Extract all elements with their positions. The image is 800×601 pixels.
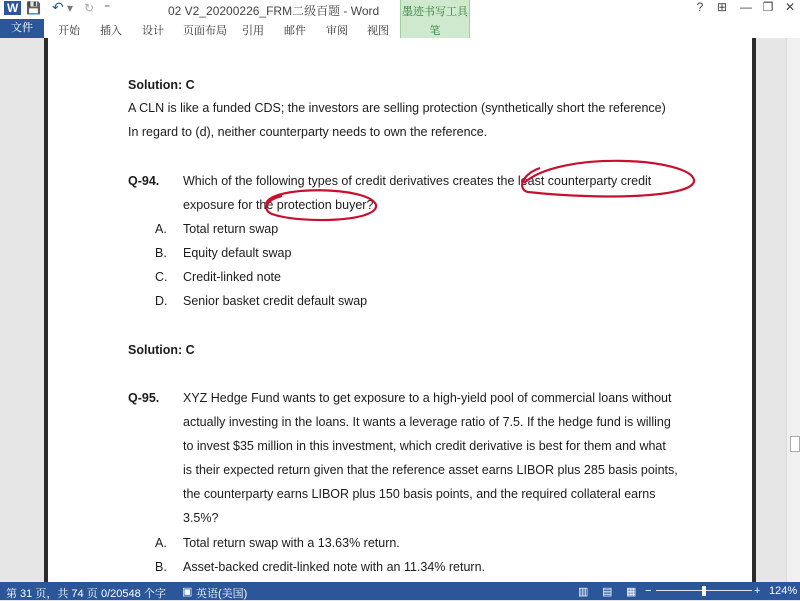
tab-review[interactable]: 审阅 bbox=[326, 25, 348, 37]
word-icon[interactable]: W bbox=[4, 1, 21, 15]
question-text: exposure for the protection buyer? bbox=[183, 198, 374, 212]
solution-label: Solution: C bbox=[128, 78, 195, 92]
option-letter: B. bbox=[155, 246, 167, 260]
question-text: is their expected return given that the reference asset earns LIBOR plus 285 basis points, bbox=[183, 463, 678, 477]
ribbon-display-icon[interactable]: ⊞ bbox=[716, 0, 728, 14]
zoom-level[interactable]: 124% bbox=[769, 585, 798, 597]
tab-mailings[interactable]: 邮件 bbox=[284, 25, 306, 37]
question-text: the counterparty earns LIBOR plus 150 basis points, and the required collateral earns bbox=[183, 487, 656, 501]
question-text: XYZ Hedge Fund wants to get exposure to a high-yield pool of commercial loans without bbox=[183, 391, 672, 405]
zoom-out-button[interactable]: − bbox=[645, 585, 652, 597]
customize-qat-icon[interactable]: ⁼ bbox=[104, 1, 111, 15]
question-number: Q-95. bbox=[128, 391, 160, 405]
web-layout-icon[interactable]: ▦ bbox=[626, 586, 637, 598]
option-letter: B. bbox=[155, 560, 167, 574]
window-title: 02 V2_20200226_FRM二级百题 - Word bbox=[168, 4, 380, 18]
tab-view[interactable]: 视图 bbox=[367, 25, 389, 37]
status-bar bbox=[0, 582, 800, 600]
help-button[interactable]: ? bbox=[696, 0, 704, 14]
question-text: 3.5%? bbox=[183, 511, 219, 525]
option-text: Total return swap bbox=[183, 222, 279, 236]
ink-tools-label: 墨迹书写工具 bbox=[402, 6, 468, 18]
zoom-slider-thumb[interactable] bbox=[702, 586, 706, 596]
tab-home[interactable]: 开始 bbox=[58, 25, 80, 37]
option-letter: A. bbox=[155, 536, 167, 550]
solution-label: Solution: C bbox=[128, 343, 195, 357]
read-mode-icon[interactable]: ▥ bbox=[578, 586, 589, 598]
body-text: A CLN is like a funded CDS; the investors are selling protection (synthetically short the reference) bbox=[128, 101, 666, 115]
ink-circle-least-counterparty bbox=[522, 161, 694, 197]
tab-pen[interactable]: 笔 bbox=[429, 25, 441, 37]
close-button[interactable]: ✕ bbox=[784, 0, 796, 14]
tab-file[interactable]: 文件 bbox=[0, 19, 44, 38]
option-text: Equity default swap bbox=[183, 246, 292, 260]
undo-icon[interactable]: ↶ bbox=[52, 0, 64, 15]
restore-button[interactable]: ❐ bbox=[762, 0, 774, 14]
option-letter: A. bbox=[155, 222, 167, 236]
question-text: to invest $35 million in this investment, which credit derivative is best for them and what bbox=[183, 439, 666, 453]
language-status[interactable]: 英语(美国) bbox=[196, 588, 248, 600]
tab-page-layout[interactable]: 页面布局 bbox=[183, 25, 227, 37]
body-text: In regard to (d), neither counterparty needs to own the reference. bbox=[128, 125, 488, 139]
page-count[interactable]: 第 31 页，共 74 页 bbox=[6, 588, 98, 600]
print-layout-icon[interactable]: ▤ bbox=[602, 586, 613, 598]
question-text: actually investing in the loans. It wants a leverage ratio of 7.5. If the hedge fund is willing bbox=[183, 415, 671, 429]
word-count[interactable]: 0/20548 个字 bbox=[101, 588, 166, 600]
redo-icon[interactable]: ↻ bbox=[84, 1, 95, 15]
language-icon: ▣ bbox=[182, 586, 193, 598]
option-text: Asset-backed credit-linked note with an 11.34% return. bbox=[183, 560, 486, 574]
tab-insert[interactable]: 插入 bbox=[100, 25, 122, 37]
save-icon[interactable]: 💾 bbox=[26, 1, 41, 15]
question-text: Which of the following types of credit derivatives creates the least counterparty credit bbox=[183, 174, 652, 188]
option-text: Total return swap with a 13.63% return. bbox=[183, 536, 400, 550]
tab-design[interactable]: 设计 bbox=[142, 25, 164, 37]
option-text: Senior basket credit default swap bbox=[183, 294, 368, 308]
option-text: Credit-linked note bbox=[183, 270, 281, 284]
ink-circle-protection-buyer bbox=[266, 190, 376, 220]
vertical-scrollbar[interactable] bbox=[786, 38, 800, 582]
option-letter: C. bbox=[155, 270, 168, 284]
undo-dropdown-icon[interactable]: ▾ bbox=[67, 1, 74, 15]
tab-references[interactable]: 引用 bbox=[242, 25, 264, 37]
question-number: Q-94. bbox=[128, 174, 160, 188]
scrollbar-thumb[interactable] bbox=[790, 436, 800, 452]
option-letter: D. bbox=[155, 294, 168, 308]
minimize-button[interactable]: — bbox=[740, 0, 752, 14]
zoom-in-button[interactable]: + bbox=[754, 585, 761, 597]
